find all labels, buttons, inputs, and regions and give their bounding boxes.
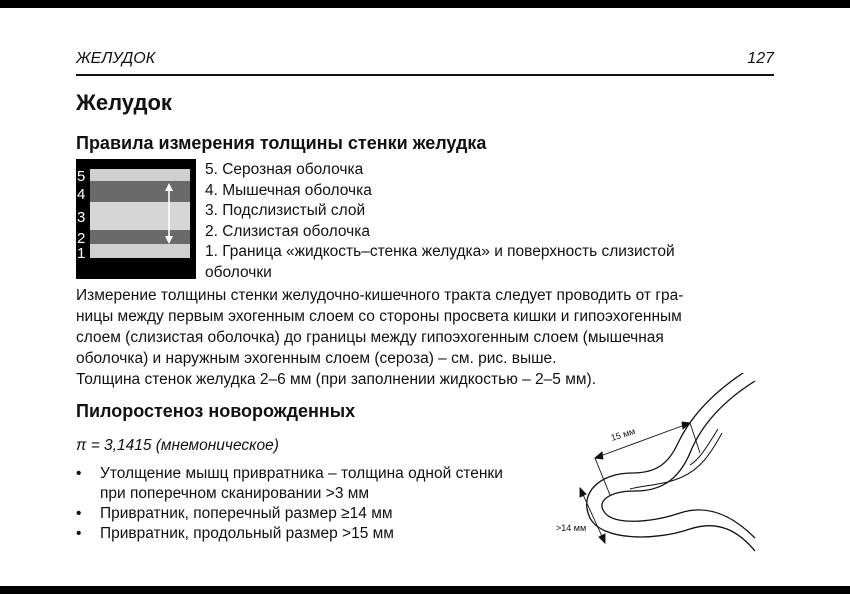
running-title: ЖЕЛУДОК	[76, 50, 156, 67]
label-length-15mm: 15 мм	[609, 426, 637, 443]
paragraph-line: ницы между первым эхогенным слоем со стороны просвета кишки и гипоэхогенным	[76, 308, 682, 325]
paragraph-line: оболочка) и наружным эхогенным слоем (сероза) – см. рис. выше.	[76, 350, 557, 367]
pylorus-figure	[550, 373, 760, 553]
paragraph-line: Измерение толщины стенки желудочно-кишечного тракта следует проводить от гра-	[76, 287, 684, 304]
layer-number-3: 3	[77, 209, 86, 226]
legend-item-2: 2. Слизистая оболочка	[205, 222, 370, 240]
page-title: Желудок	[76, 90, 172, 115]
layer-3-band	[90, 202, 190, 230]
legend-item-4: 4. Мышечная оболочка	[205, 181, 372, 199]
wall-layers-figure	[76, 159, 196, 279]
layer-number-5: 5	[77, 168, 86, 185]
page	[0, 8, 850, 586]
list-item-line: Привратник, продольный размер >15 мм	[100, 525, 394, 542]
layer-1-band	[90, 244, 190, 258]
header-rule	[76, 74, 774, 76]
width-dimension	[580, 488, 605, 543]
section-heading-wall-thickness: Правила измерения толщины стенки желудка	[76, 133, 487, 153]
label-width-14mm: >14 мм	[556, 523, 587, 533]
page-number: 127	[747, 50, 774, 67]
layer-number-1: 1	[77, 245, 86, 262]
list-item-line: при поперечном сканировании >3 мм	[100, 485, 370, 502]
legend-item-1: 1. Граница «жидкость–стенка желудка» и поверхность слизистой	[205, 243, 675, 260]
section-heading-pyloric-stenosis: Пилоростеноз новорожденных	[76, 401, 356, 421]
paragraph-line: Толщина стенок желудка 2–6 мм (при заполнении жидкостью – 2–5 мм).	[76, 371, 596, 388]
legend-item-3: 3. Подслизистый слой	[205, 202, 366, 219]
layer-number-4: 4	[77, 186, 86, 203]
list-item-line: Привратник, поперечный размер ≥14 мм	[100, 505, 393, 522]
list-item	[76, 464, 556, 504]
layer-5-band	[90, 169, 190, 181]
criteria-list	[76, 464, 556, 544]
layer-2-band	[90, 230, 190, 244]
legend-item-1-continued: оболочки	[205, 263, 272, 281]
bullet-marker: •	[76, 465, 82, 482]
list-item	[76, 524, 556, 544]
pi-mnemonic: π = 3,1415 (мнемоническое)	[76, 437, 279, 454]
layer-4-band	[90, 181, 190, 202]
paragraph-line: слоем (слизистая оболочка) до границы между гипоэхогенным слоем (мышечная	[76, 329, 664, 346]
bullet-marker: •	[76, 525, 82, 542]
pylorus-outline	[587, 373, 755, 551]
legend-item-5: 5. Серозная оболочка	[205, 161, 364, 178]
layer-number-2: 2	[77, 230, 86, 247]
list-item	[76, 504, 556, 524]
list-item-line: Утолщение мышц привратника – толщина одной стенки	[100, 465, 503, 482]
layer-legend	[205, 160, 675, 283]
bullet-marker: •	[76, 505, 82, 522]
